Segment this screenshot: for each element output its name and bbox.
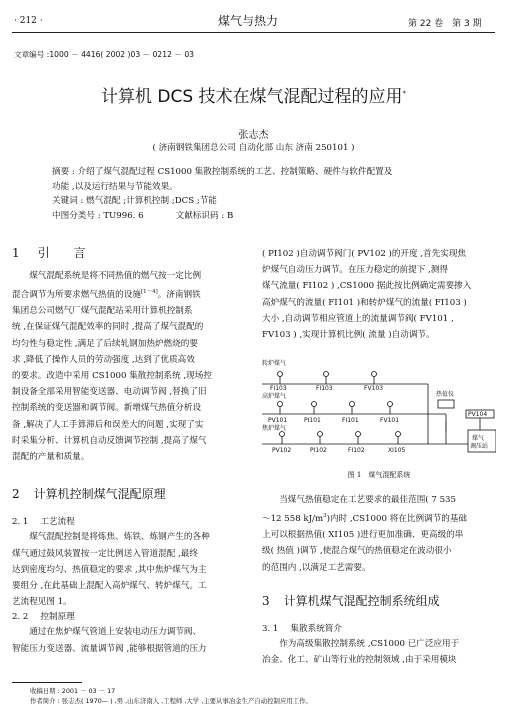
gauge-icon xyxy=(324,372,329,377)
subsection-title: 控制原理 xyxy=(40,612,75,623)
body-line: 上可以根据热值( XI105 )进行更加准确、更高级的串 xyxy=(262,530,464,541)
label-fi101: FI101 xyxy=(342,417,359,424)
body-line: 煤气混配系统是将不同热值的燃气按一定比例 xyxy=(29,271,202,281)
label-xi105: XI105 xyxy=(388,447,406,454)
body-line: 集团总公司燃气厂煤气混配站采用计算机控制系 xyxy=(12,306,193,317)
section-1-title: 引 言 xyxy=(37,246,86,260)
label-heat-meter: 热值仪 xyxy=(436,391,455,398)
superscript: 3 xyxy=(323,513,327,520)
right-column-mid xyxy=(262,492,496,668)
keywords: 关键词 : 燃气混配 ;计算机控制 ;DCS ;节能 xyxy=(52,196,217,206)
figure-1-diagram xyxy=(262,356,496,462)
page-number: · 212 · xyxy=(14,16,43,26)
journal-volume: 第 22 卷 第 3 期 xyxy=(408,19,482,29)
article-title xyxy=(0,82,507,107)
title-mark: * xyxy=(402,89,407,98)
body-line: 的要求。改造中采用 CS1000 集散控制系统 ,现场控 xyxy=(12,371,212,382)
document-code: 文献标识码 : B xyxy=(175,210,234,221)
subsection-2-1-heading xyxy=(12,515,244,529)
affiliation: ( 济南钢铁集团总公司 自动化部 山东 济南 250101 ) xyxy=(152,143,355,153)
gauge-icon xyxy=(350,402,355,407)
label-pi102: PI102 xyxy=(310,447,327,454)
subsection-3-1-heading xyxy=(262,622,496,636)
label-fi103: FI103 xyxy=(270,385,287,392)
body-line: 备 ,解决了人工手算滞后和误差大的问题 ,实现了实 xyxy=(12,419,204,430)
body-line: 要组分 ,在此基础上混配入高炉煤气、转炉煤气。工 xyxy=(12,580,207,591)
gauge-icon xyxy=(388,402,393,407)
subsection-2-2-body xyxy=(12,624,244,656)
label-fv101: FV101 xyxy=(380,417,400,424)
gauge-icon xyxy=(318,432,323,437)
abstract-line: 功能 ,以及运行结果与节能效果。 xyxy=(52,181,178,192)
label-coke-gas: 焦炉煤气 xyxy=(262,425,287,432)
body-line-text: ～12 558 kJ/m xyxy=(262,514,324,525)
subsection-number: 2. 2 xyxy=(12,612,29,623)
abstract-line: 摘要 : 介绍了煤气混配过程 CS1000 集散控制系统的工艺、控制策略、硬件与软件配置及 xyxy=(52,167,393,177)
body-line: 大小 ,自动调节相应管道上的流量调节阀( FV101 , xyxy=(262,313,454,324)
received-date: 收稿日期 : 2001 － 03 － 17 xyxy=(30,687,116,695)
label-fi102: FI102 xyxy=(348,447,365,454)
label-pi101: PI101 xyxy=(304,417,321,424)
body-line-tail: 。济南钢铁 xyxy=(157,290,201,301)
section-1-number: 1 xyxy=(12,246,20,260)
right-paragraph xyxy=(262,246,496,343)
body-line: 作为高级集散控制系统 ,CS1000 已广泛应用于 xyxy=(279,638,460,649)
article-number: 文章编号 :1000 － 4416( 2002 )03 － 0212 － 03 xyxy=(14,50,194,59)
body-line: 通过在焦炉煤气管道上安装电动压力调节阀、 xyxy=(29,627,202,638)
body-line: 高炉煤气的流量( FI101 )和转炉煤气的流量( FI103 ) xyxy=(262,297,467,308)
section-2-heading xyxy=(12,485,244,515)
author-bio: 作者简介 : 张志杰( 1970— ) ,男 ,山东济南人 ,工程师 ,大学 ,主要从事冶金生产自动控制应用工作。 xyxy=(30,697,312,705)
left-column xyxy=(12,244,244,657)
body-line: 求 ,降低了操作人员的劳动强度 ,达到了优质高效 xyxy=(12,354,195,365)
label-pv104: PV104 xyxy=(468,411,488,418)
label-pv102: PV102 xyxy=(272,447,292,454)
body-line: ( PI102 )自动调节阀门( PV102 )的开度 ,首先实现焦 xyxy=(262,249,467,259)
label-station-1: 煤气 xyxy=(472,435,485,442)
body-line: 煤气流量( FI102 ) ,CS1000 据此按比例确定需要掺入 xyxy=(262,281,472,292)
gauge-icon xyxy=(312,402,317,407)
label-blast-gas: 高炉煤气 xyxy=(262,393,287,400)
section-2-title: 计算机控制煤气混配原理 xyxy=(33,487,166,502)
right-paragraph-2 xyxy=(262,492,496,576)
body-line: 煤气混配控制是将炼焦、炼铁、炼钢产生的各种 xyxy=(29,532,210,543)
body-line: FV103 ) ,实现计算机比例( 流量 )自动调节。 xyxy=(262,330,435,341)
gauge-icon xyxy=(372,372,377,377)
body-line: 达到密度均匀、热值稳定的要求 ,其中焦炉煤气为主 xyxy=(12,564,207,575)
body-line: 时采集分析、计算机自动反馈调节控制 ,提高了煤气 xyxy=(12,435,207,446)
subsection-2-1-body xyxy=(12,529,244,610)
body-line: 当煤气热值稳定在工艺要求的最佳范围( 7 535 xyxy=(279,495,456,505)
citation-ref: [1～4] xyxy=(140,289,158,296)
section-1-body xyxy=(12,268,244,465)
gauge-icon xyxy=(356,432,361,437)
figure-1-caption: 图 1 煤气混配系统 xyxy=(347,471,411,479)
body-line: 煤气通过鼓风装置按一定比例送入管道混配 ,最终 xyxy=(12,548,198,559)
subsection-number: 3. 1 xyxy=(262,623,279,634)
gauge-icon xyxy=(278,402,283,407)
heat-meter-icon xyxy=(438,400,454,408)
label-fv103: FV103 xyxy=(364,385,384,392)
right-column-top xyxy=(262,246,496,343)
body-line: 级( 热值 )调节 ,使混合煤气的热值稳定在波动很小 xyxy=(262,546,452,557)
body-line: 冶金、化工、矿山等行业的控制领域 ,由于采用模块 xyxy=(262,655,457,666)
footnote-rule xyxy=(12,682,82,683)
gauge-icon xyxy=(396,432,401,437)
body-line: 智能压力变送器、流量调节阀 ,能够根据管道的压力 xyxy=(12,643,207,654)
label-pv101: PV101 xyxy=(268,417,288,424)
body-line: 均匀性与稳定性 ,满足了后续轧钢加热炉燃烧的要 xyxy=(12,338,198,349)
section-1-heading xyxy=(12,244,244,268)
subsection-number: 2. 1 xyxy=(12,517,29,528)
subsection-title: 集散系统简介 xyxy=(290,623,342,634)
article-title-text: 计算机 DCS 技术在煤气混配过程的应用 xyxy=(100,87,403,107)
subsection-title: 工艺流程 xyxy=(40,517,75,528)
body-line: 炉煤气自动压力调节。在压力稳定的前提下 ,测得 xyxy=(262,265,448,276)
subsection-3-1-body xyxy=(262,636,496,668)
journal-name: 煤气与热力 xyxy=(218,14,279,28)
gauge-icon xyxy=(280,432,285,437)
label-station-2: 调压站 xyxy=(470,443,489,450)
gauge-icon xyxy=(278,372,283,377)
body-line xyxy=(12,284,244,303)
body-line: 艺流程见图 1。 xyxy=(12,597,72,608)
body-line: 混配的产量和质量。 xyxy=(12,452,90,463)
section-3-heading xyxy=(262,592,496,622)
body-line xyxy=(262,508,496,527)
author-name: 张志杰 xyxy=(238,130,269,141)
body-line-text: 混合调节为所要求燃气热值的设施 xyxy=(12,290,141,301)
body-line: 制设备全部采用智能变送器、电动调节阀 ,替换了旧 xyxy=(12,387,207,398)
section-3-number: 3 xyxy=(262,593,270,608)
label-converter-gas: 转炉煤气 xyxy=(262,360,287,367)
classification xyxy=(52,209,462,224)
body-line: 统 ,在保证煤气混配效率的同时 ,提高了煤气混配的 xyxy=(12,322,204,333)
body-line: 控制系统的变送器和调节阀。新增煤气热值分析设 xyxy=(12,403,202,414)
subsection-2-2-heading xyxy=(12,610,244,624)
section-2-number: 2 xyxy=(12,487,20,502)
section-3-title: 计算机煤气混配控制系统组成 xyxy=(283,593,440,608)
abstract-block xyxy=(52,165,462,223)
label-fi103b: FI103 xyxy=(316,385,333,392)
body-line-tail: )内时 ,CS1000 将在比例调节的基础 xyxy=(326,514,468,525)
header-rule xyxy=(12,32,495,33)
clc-number: 中图分类号 : TU996. 6 xyxy=(52,210,144,221)
body-line: 的范围内 ,以满足工艺需要。 xyxy=(262,562,371,573)
